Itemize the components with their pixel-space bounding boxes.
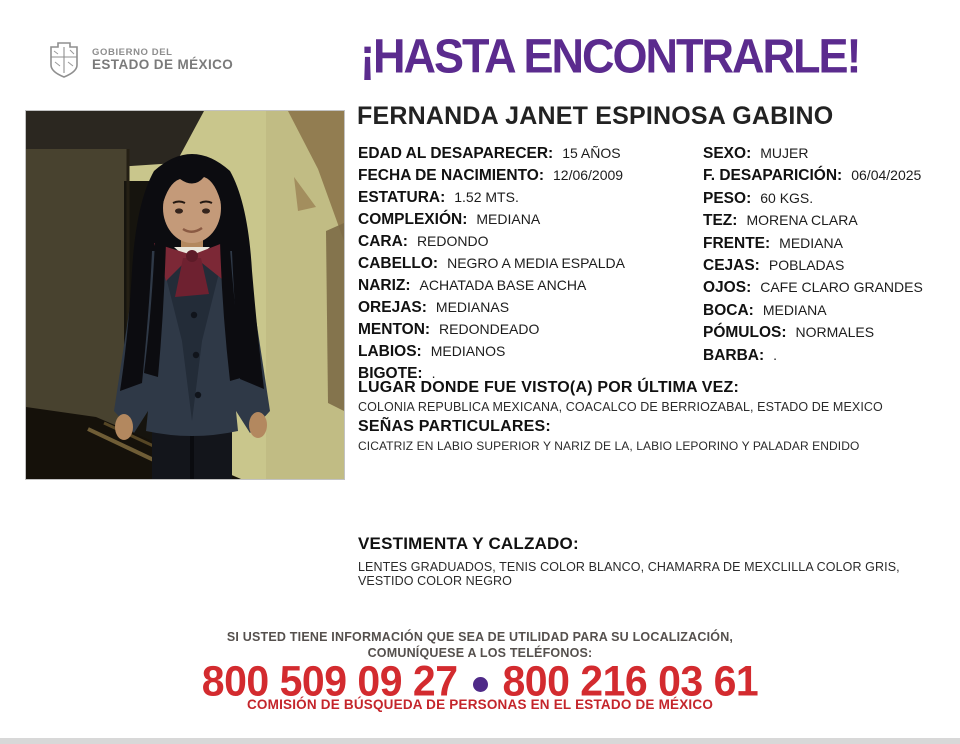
detail-row bbox=[358, 164, 703, 186]
detail-row bbox=[703, 254, 954, 276]
particular-signs-label: SEÑAS PARTICULARES: bbox=[358, 418, 551, 435]
detail-value: MEDIANA bbox=[779, 234, 843, 251]
bottom-edge-strip bbox=[0, 738, 960, 744]
detail-row bbox=[358, 208, 703, 230]
particular-signs-section bbox=[358, 418, 938, 453]
detail-label: COMPLEXIÓN: bbox=[358, 211, 468, 228]
detail-value: MEDIANA bbox=[762, 301, 827, 318]
particular-signs-value: CICATRIZ EN LABIO SUPERIOR Y NARIZ DE LA, LABIO LEPORINO Y PALADAR ENDIDO bbox=[358, 439, 860, 453]
detail-label: BIGOTE: bbox=[358, 365, 423, 382]
clothing-label: VESTIMENTA Y CALZADO: bbox=[358, 534, 579, 553]
detail-value: NEGRO A MEDIA ESPALDA bbox=[447, 255, 625, 271]
detail-label: CARA: bbox=[358, 233, 408, 250]
detail-row bbox=[703, 187, 954, 209]
detail-label: TEZ: bbox=[703, 212, 738, 230]
detail-label: NARIZ: bbox=[358, 277, 411, 294]
detail-row bbox=[358, 230, 703, 252]
detail-value: 06/04/2025 bbox=[851, 167, 922, 184]
detail-value: . bbox=[773, 346, 778, 363]
detail-label: OREJAS: bbox=[358, 299, 427, 316]
detail-label: FRENTE: bbox=[703, 234, 771, 252]
detail-value: MEDIANA bbox=[476, 211, 541, 227]
clothing-section bbox=[358, 534, 938, 588]
footer-info-line2: COMUNÍQUESE A LOS TELÉFONOS: bbox=[367, 645, 593, 660]
detail-row bbox=[358, 252, 703, 274]
details-column-left bbox=[358, 142, 703, 384]
phone-number-2: 800 216 03 61 bbox=[502, 656, 759, 706]
detail-value: 1.52 MTS. bbox=[454, 189, 519, 205]
missing-person-photo bbox=[25, 110, 345, 480]
detail-label: F. DESAPARICIÓN: bbox=[703, 167, 843, 185]
detail-label: CABELLO: bbox=[358, 255, 439, 272]
detail-label: ESTATURA: bbox=[358, 189, 446, 206]
detail-row bbox=[358, 142, 703, 164]
detail-value: ACHATADA BASE ANCHA bbox=[419, 277, 587, 293]
search-commission-name: COMISIÓN DE BÚSQUEDA DE PERSONAS EN EL ESTADO DE MÉXICO bbox=[246, 697, 714, 712]
footer-info bbox=[0, 630, 960, 661]
detail-row bbox=[703, 299, 954, 321]
detail-value: MORENA CLARA bbox=[746, 212, 858, 229]
logo-line1: GOBIERNO DEL bbox=[92, 46, 173, 58]
detail-row bbox=[703, 276, 954, 298]
detail-value: MUJER bbox=[760, 145, 809, 161]
detail-value: REDONDEADO bbox=[439, 321, 540, 337]
detail-label: EDAD AL DESAPARECER: bbox=[358, 145, 554, 162]
detail-label: CEJAS: bbox=[703, 256, 760, 274]
detail-row bbox=[703, 164, 954, 186]
detail-row bbox=[358, 340, 703, 362]
detail-value: 15 AÑOS bbox=[562, 145, 621, 161]
detail-row bbox=[703, 232, 954, 254]
detail-row bbox=[703, 142, 954, 164]
detail-row bbox=[358, 296, 703, 318]
detail-value: MEDIANOS bbox=[430, 343, 506, 359]
detail-label: FECHA DE NACIMIENTO: bbox=[358, 167, 544, 184]
edomex-shield-icon bbox=[44, 40, 84, 80]
bullet-separator-icon bbox=[473, 677, 488, 692]
details-column-right bbox=[703, 142, 954, 366]
person-name: FERNANDA JANET ESPINOSA GABINO bbox=[357, 102, 834, 130]
detail-label: MENTON: bbox=[358, 321, 431, 338]
detail-row bbox=[703, 321, 954, 343]
poster-title: ¡HASTA ENCONTRARLE! bbox=[360, 28, 860, 84]
logo-line2: ESTADO DE MÉXICO bbox=[92, 56, 234, 72]
last-seen-value: COLONIA REPUBLICA MEXICANA, COACALCO DE BERRIOZABAL, ESTADO DE MEXICO bbox=[358, 400, 883, 414]
detail-value: 60 KGS. bbox=[760, 189, 814, 206]
detail-row bbox=[703, 209, 954, 231]
clothing-value: LENTES GRADUADOS, TENIS COLOR BLANCO, CHAMARRA DE MEXCLILLA COLOR GRIS, VESTIDO COLOR NEGRO bbox=[358, 560, 900, 588]
detail-value: CAFE CLARO GRANDES bbox=[760, 279, 923, 296]
detail-row bbox=[358, 186, 703, 208]
detail-value: POBLADAS bbox=[768, 256, 845, 273]
detail-value: MEDIANAS bbox=[435, 299, 510, 315]
detail-value: . bbox=[431, 365, 436, 381]
detail-row bbox=[358, 318, 703, 340]
detail-row bbox=[703, 344, 954, 366]
gobierno-edomex-logo bbox=[44, 40, 233, 80]
detail-label: PESO: bbox=[703, 189, 752, 207]
detail-label: BOCA: bbox=[703, 301, 754, 319]
detail-label: LABIOS: bbox=[358, 343, 422, 360]
last-seen-label: LUGAR DONDE FUE VISTO(A) POR ÚLTIMA VEZ: bbox=[358, 379, 740, 396]
last-seen-section bbox=[358, 379, 938, 414]
logo-text bbox=[92, 48, 233, 72]
detail-value: 12/06/2009 bbox=[553, 167, 624, 183]
detail-label: PÓMULOS: bbox=[703, 324, 787, 342]
detail-row bbox=[358, 274, 703, 296]
detail-value: REDONDO bbox=[416, 233, 489, 249]
detail-label: SEXO: bbox=[703, 145, 752, 162]
detail-label: BARBA: bbox=[703, 346, 765, 364]
detail-value: NORMALES bbox=[795, 324, 875, 341]
detail-label: OJOS: bbox=[703, 279, 752, 297]
footer-info-line1: SI USTED TIENE INFORMACIÓN QUE SEA DE UTILIDAD PARA SU LOCALIZACIÓN, bbox=[226, 630, 734, 644]
phone-number-1: 800 509 09 27 bbox=[201, 656, 458, 706]
